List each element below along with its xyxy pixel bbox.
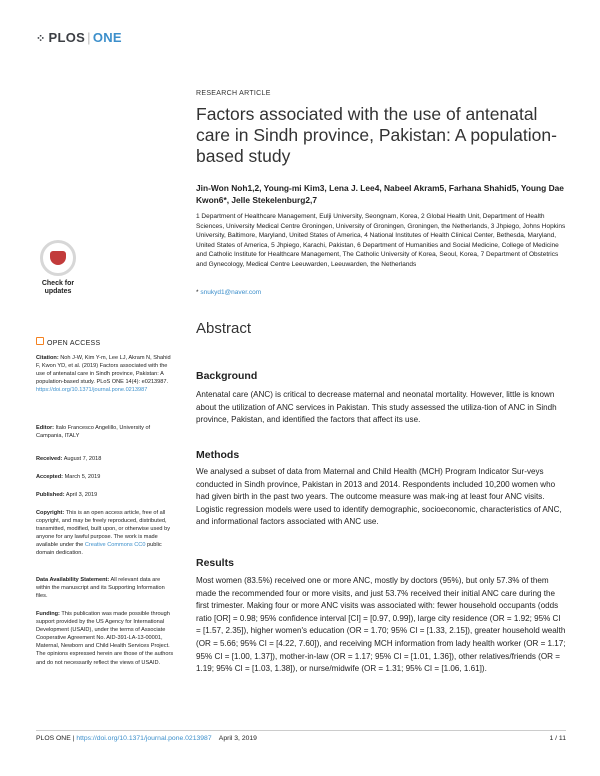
affiliations: 1 Department of Healthcare Management, Eulji University, Seongnam, Korea, 2 Global Health Unit, Department of Health Sciences, University Medical Centre Groningen, University of Groningen, Groningen, the Netherlands, 3 Jhpiego, Johns Hopkins University, Baltimore, Maryland, United States of America, 4 National Institutes of Health Clinical Center, Bethesda, Maryland, United States of America, 5 Jhpiego, Karachi, Pakistan, 6 Department of Humanities and Social Medicine, College of Medicine and Catholic Institute for Healthcare Management, The Catholic University of Korea, Seoul, Korea, 7 Department of Obstetrics and Gynecology, Medical Centre Leeuwarden, Leeuwarden, the Netherlands <box>196 213 566 268</box>
accepted-block: Accepted: March 5, 2019 <box>36 474 101 480</box>
citation-doi-link[interactable]: https://doi.org/10.1371/journal.pone.0213987 <box>36 387 148 394</box>
methods-text: We analysed a subset of data from Maternal and Child Health (MCH) Program Indicator Sur-veys conducted in Sindh province, Pakistan in 2013 and 2014. Respondents included 10,200 women who had given birth in the past two years. The outcome measure was mak-ing at least four ANC visits. Logistic regression models were used to identify demographic, socioeconomic, characteristics of ANC, and informational factors associated with ANC use. <box>196 467 562 527</box>
abstract-heading: Abstract <box>196 320 252 337</box>
funding-block: Funding: This publication was made possible through support provided by the US Agency for International Development (USAID), under the terms of Associate Cooperative Agreement No. AID-391-LA-13-00001, Maternal, Newborn and Child Health Services Project. The opinions expressed herein are those of the authors and do not necessarily reflect the views of USAID. <box>36 611 174 666</box>
methods-heading: Methods <box>196 449 240 461</box>
page-footer: PLOS ONE | https://doi.org/10.1371/journal.pone.0213987 April 3, 2019 1 / 11 <box>36 735 566 742</box>
badge-label: Check for updates <box>41 280 75 295</box>
email-link[interactable]: snukyd1@naver.com <box>200 289 262 296</box>
article-title: Factors associated with the use of antenatal care in Sindh province, Pakistan: A population-based study <box>196 104 557 166</box>
journal-logo: ⁘ PLOS | ONE <box>36 30 122 45</box>
published-block: Published: April 3, 2019 <box>36 492 98 498</box>
footer-journal: PLOS ONE <box>36 735 71 742</box>
results-heading: Results <box>196 557 234 569</box>
article-type: RESEARCH ARTICLE <box>196 90 271 97</box>
page-number: 1 / 11 <box>549 735 566 742</box>
editor-block: Editor: Italo Francesco Angelillo, University of Campania, ITALY <box>36 425 151 440</box>
background-heading: Background <box>196 370 258 382</box>
check-for-updates-badge[interactable] <box>38 240 78 295</box>
open-lock-icon <box>36 337 44 345</box>
open-access-label: OPEN ACCESS <box>36 337 100 347</box>
corresponding-email: * snukyd1@naver.com <box>196 289 262 296</box>
footer-date: April 3, 2019 <box>218 735 257 742</box>
crossmark-icon <box>40 240 76 276</box>
footer-doi-link[interactable]: https://doi.org/10.1371/journal.pone.0213987 <box>76 735 212 742</box>
copyright-block: Copyright: This is an open access article, free of all copyright, and may be freely reproduced, distributed, transmitted, modified, built upon, or otherwise used by anyone for any lawful purpose. The work is made available under the Creative Commons CC0 public domain dedication. <box>36 510 171 557</box>
data-availability-block: Data Availability Statement: All relevant data are within the manuscript and its Supporting Information files. <box>36 577 165 600</box>
logo-mark-icon: ⁘ <box>36 33 46 45</box>
author-list: Jin-Won Noh1,2, Young-mi Kim3, Lena J. Lee4, Nabeel Akram5, Farhana Shahid5, Young Dae Kwon6*, Jelle Stekelenburg2,7 <box>196 183 564 205</box>
cc0-license-link[interactable]: Creative Commons CC0 <box>84 542 146 549</box>
background-text: Antenatal care (ANC) is critical to decrease maternal and neonatal mortality. However, little is known about the utilization of ANC services in Pakistan. This study assessed the utiliza-tion of ANC in Sindh province, Pakistan, and identified the factors that affect its use. <box>196 390 557 425</box>
received-block: Received: August 7, 2018 <box>36 456 102 462</box>
citation-block: Citation: Noh J-W, Kim Y-m, Lee LJ, Akram N, Shahid F, Kwon YD, et al. (2019) Factors associated with the use of antenatal care in Sindh province, Pakistan: A population-based study. PLoS ONE 14(4): e0213987. https://doi.org/10.1371/journal.pone.0213987 <box>36 355 171 394</box>
results-text: Most women (83.5%) received one or more ANC, mostly by doctors (95%), but only 57.3% of them made the recommended four or more visits, and just 53.7% received their initial ANC care during the first trimester. Making four or more ANC visits was associated with: fewer household occupants (odds ratio [OR] = 0.98; 95% confidence interval [CI] = [0.97, 0.99]), large city residence (OR = 1.92; 95% CI = [1.57, 2.35]), higher women's education (OR = 1.70; 95% CI = [1.33, 2.15]), greater household wealth (OR = 5.66; 95% CI = [4.22, 7.60]), and receiving MCH information from lady health worker (OR = 1.17; 95% CI = [1.00, 1.37]), mother-in-law (OR = 1.17; 95% CI = [1.01, 1.36]), other relatives/friends (OR = 1.19; 95% CI = [1.03, 1.38]), or nurse/midwife (OR = 1.31; 95% CI = [1.06, 1.61]). <box>196 576 566 674</box>
footer-divider <box>36 730 566 731</box>
